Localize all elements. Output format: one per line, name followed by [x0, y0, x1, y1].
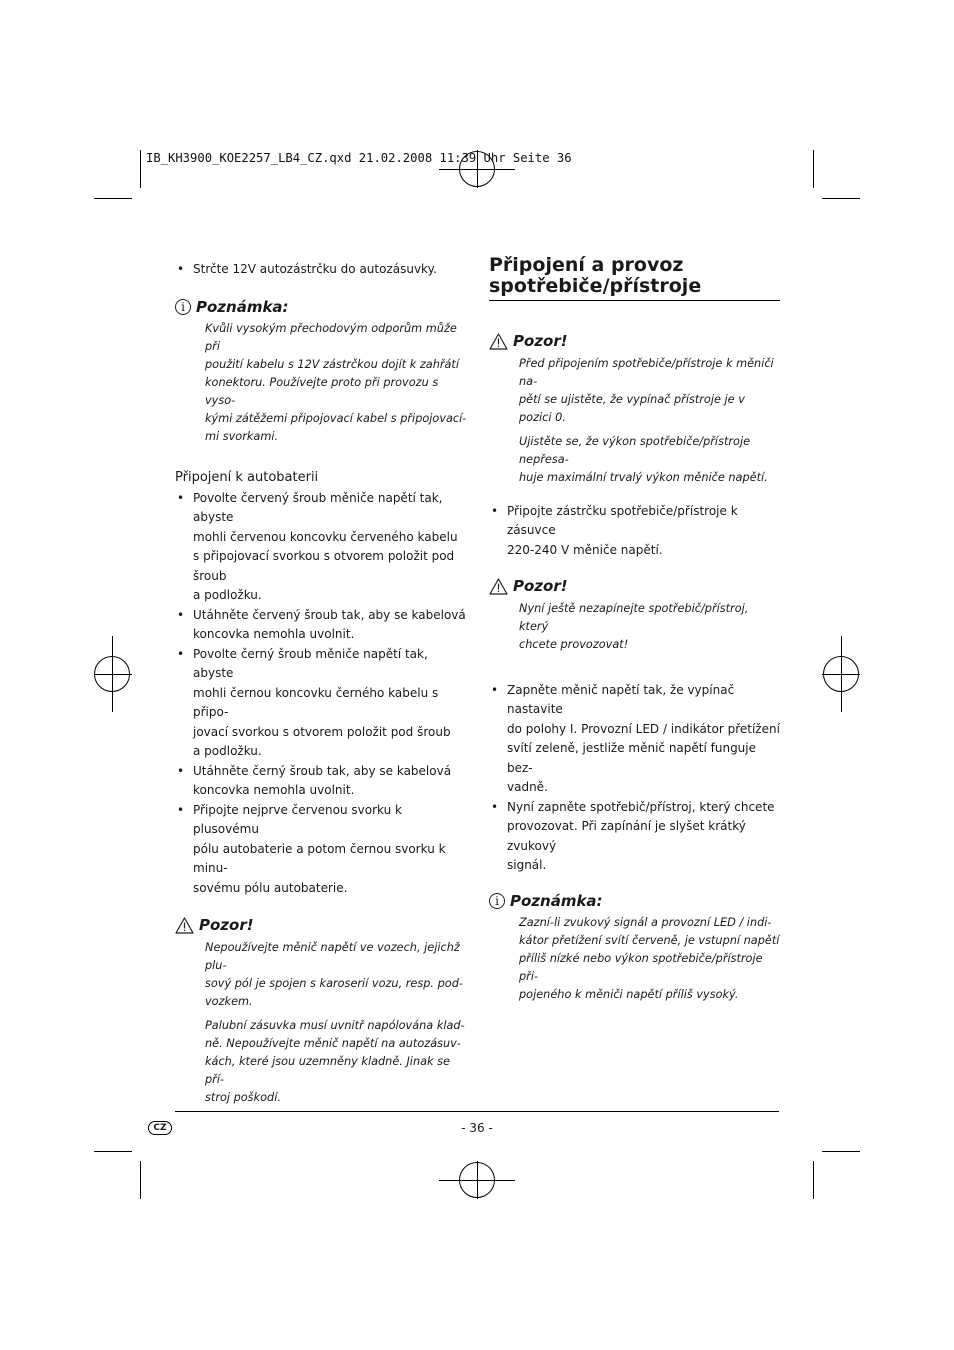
text-line: provozovat. Při zapínání je slyšet krátký zvukový: [507, 819, 746, 853]
warning-heading-text: Pozor!: [199, 916, 254, 934]
right-column: [489, 255, 780, 1004]
text-line: svítí zeleně, jestliže měnič napětí funguje bez-: [507, 741, 757, 775]
title-line: spotřebiče/přístroje: [489, 275, 702, 297]
left-column: [175, 260, 467, 1107]
crop-mark-tl-h: [94, 198, 132, 199]
text-line: mohli červenou koncovku červeného kabelu: [193, 529, 458, 544]
paragraph: [519, 433, 780, 487]
crop-mark-tr-v: [813, 150, 814, 188]
text-line: • Nyní zapněte spotřebič/přístroj, který chcete: [507, 799, 775, 814]
list-item: [175, 762, 467, 801]
operation-list: [489, 681, 780, 876]
text-line: Nyní ještě nezapínejte spotřebič/přístroj, který: [519, 601, 749, 633]
note-body: [489, 914, 780, 1004]
battery-steps-list: [175, 489, 467, 899]
text-line: pojeného k měniči napětí příliš vysoký.: [519, 988, 739, 1001]
text-line: sovému pólu autobaterie.: [193, 880, 348, 895]
text-line: pólu autobaterie a potom černou svorku k minu-: [193, 841, 446, 875]
note-heading: [489, 892, 780, 912]
text-line: vadně.: [507, 780, 548, 794]
text-line: Nepoužívejte měnič napětí ve vozech, jejichž plu-: [205, 940, 460, 972]
paragraph: [205, 939, 467, 1011]
paragraph: [205, 1017, 467, 1107]
warning-heading: [489, 577, 780, 597]
note-body: [175, 320, 467, 446]
text-line: příliš nízké nebo výkon spotřebiče/přístroje při-: [519, 952, 763, 983]
list-item: [175, 645, 467, 762]
text-line: • Připojte zástrčku spotřebiče/přístroje k zásuvce: [507, 503, 738, 537]
warning-heading: [489, 332, 780, 352]
info-icon: i: [489, 893, 505, 909]
text-line: stroj poškodí.: [205, 1090, 281, 1104]
text-line: konektoru. Používejte proto při provozu s vyso-: [205, 376, 439, 407]
crop-mark-br-h: [822, 1151, 860, 1152]
text-line: kými zátěžemi připojovací kabel s připojovací-: [205, 412, 467, 425]
paragraph: [519, 355, 780, 427]
list-item: • Strčte 12V autozástrčku do autozásuvky.: [175, 260, 467, 280]
section-title: [489, 255, 780, 301]
page-number: - 36 -: [461, 1121, 493, 1135]
text-line: signál.: [507, 858, 547, 872]
text-line: do polohy I. Provozní LED / indikátor přetížení: [507, 721, 780, 736]
list-item: [489, 681, 780, 798]
warning-heading: [175, 916, 467, 936]
text-line: jovací svorkou s otvorem položit pod šroub: [193, 724, 451, 739]
text-line: • Připojte nejprve červenou svorku k plusovému: [193, 802, 403, 836]
language-badge: CZ: [148, 1121, 172, 1135]
text-line: ně. Nepoužívejte měnič napětí na autozásuv-: [205, 1036, 461, 1050]
connect-list: [489, 502, 780, 561]
text-line: kách, které jsou uzemněny kladně. Jinak se pří-: [205, 1054, 450, 1086]
text-line: • Povolte červený šroub měniče napětí tak, abyste: [193, 490, 443, 524]
text-line: Před připojením spotřebiče/přístroje k měniči na-: [519, 356, 774, 388]
list-item: [175, 801, 467, 899]
text-line: • Utáhněte černý šroub tak, aby se kabelová: [193, 763, 452, 778]
intro-list: [175, 260, 467, 280]
text-line: vozkem.: [205, 994, 253, 1008]
text-line: mohli černou koncovku černého kabelu s připo-: [193, 685, 439, 719]
text-line: mi svorkami.: [205, 430, 279, 443]
text-line: huje maximální trvalý výkon měniče napětí.: [519, 470, 768, 484]
text-line: koncovka nemohla uvolnit.: [193, 783, 355, 797]
footer-rule: [175, 1111, 779, 1112]
crop-mark-bl-h: [94, 1151, 132, 1152]
note-heading-text: Poznámka:: [196, 297, 289, 316]
text-line: Palubní zásuvka musí uvnitř napólována klad-: [205, 1018, 465, 1032]
warning-heading-text: Pozor!: [513, 577, 568, 595]
list-item: [489, 502, 780, 561]
text-line: • Utáhněte červený šroub tak, aby se kabelová: [193, 607, 466, 622]
warning-body: [489, 355, 780, 487]
info-icon: i: [175, 299, 191, 315]
text-line: • Povolte černý šroub měniče napětí tak, abyste: [193, 646, 428, 680]
text-line: 220-240 V měniče napětí.: [507, 542, 663, 557]
warning-icon: [175, 917, 194, 934]
text-line: s připojovací svorkou s otvorem položit pod šroub: [193, 549, 455, 583]
text-line: a podložku.: [193, 588, 262, 602]
print-slug: IB_KH3900_KOE2257_LB4_CZ.qxd 21.02.2008 11:39 Uhr Seite 36: [146, 151, 572, 165]
crop-mark-bl-v: [140, 1161, 141, 1199]
text-line: • Zapněte měnič napětí tak, že vypínač nastavite: [507, 682, 735, 716]
warning-icon: [489, 333, 508, 350]
warning-heading-text: Pozor!: [513, 332, 568, 350]
text-line: Kvůli vysokým přechodovým odporům může při: [205, 322, 457, 353]
text-line: pětí se ujistěte, že vypínač přístroje je v pozici 0.: [519, 392, 745, 424]
list-item: [489, 798, 780, 876]
text-line: a podložku.: [193, 744, 262, 758]
crop-mark-br-v: [813, 1161, 814, 1199]
list-item: [175, 606, 467, 645]
text-line: chcete provozovat!: [519, 637, 629, 651]
title-line: Připojení a provoz: [489, 254, 684, 276]
text-line: kátor přetížení svítí červeně, je vstupní napětí: [519, 934, 780, 947]
text-line: koncovka nemohla uvolnit.: [193, 627, 355, 641]
text-line: sový pól je spojen s karoserií vozu, resp. pod-: [205, 976, 463, 990]
crop-mark-tl-v: [140, 150, 141, 188]
text-line: Zazní-li zvukový signál a provozní LED / indi-: [519, 916, 772, 929]
note-heading-text: Poznámka:: [510, 891, 603, 910]
text-line: použití kabelu s 12V zástrčkou dojít k zahřátí: [205, 358, 460, 371]
note-heading: [175, 298, 467, 318]
section-heading: Připojení k autobaterii: [175, 470, 319, 485]
text-line: Ujistěte se, že výkon spotřebiče/přístroje nepřesa-: [519, 434, 751, 466]
warning-icon: [489, 578, 508, 595]
list-item: [175, 489, 467, 606]
warning-body: [175, 939, 467, 1107]
crop-mark-tr-h: [822, 198, 860, 199]
warning-body: [489, 600, 780, 654]
